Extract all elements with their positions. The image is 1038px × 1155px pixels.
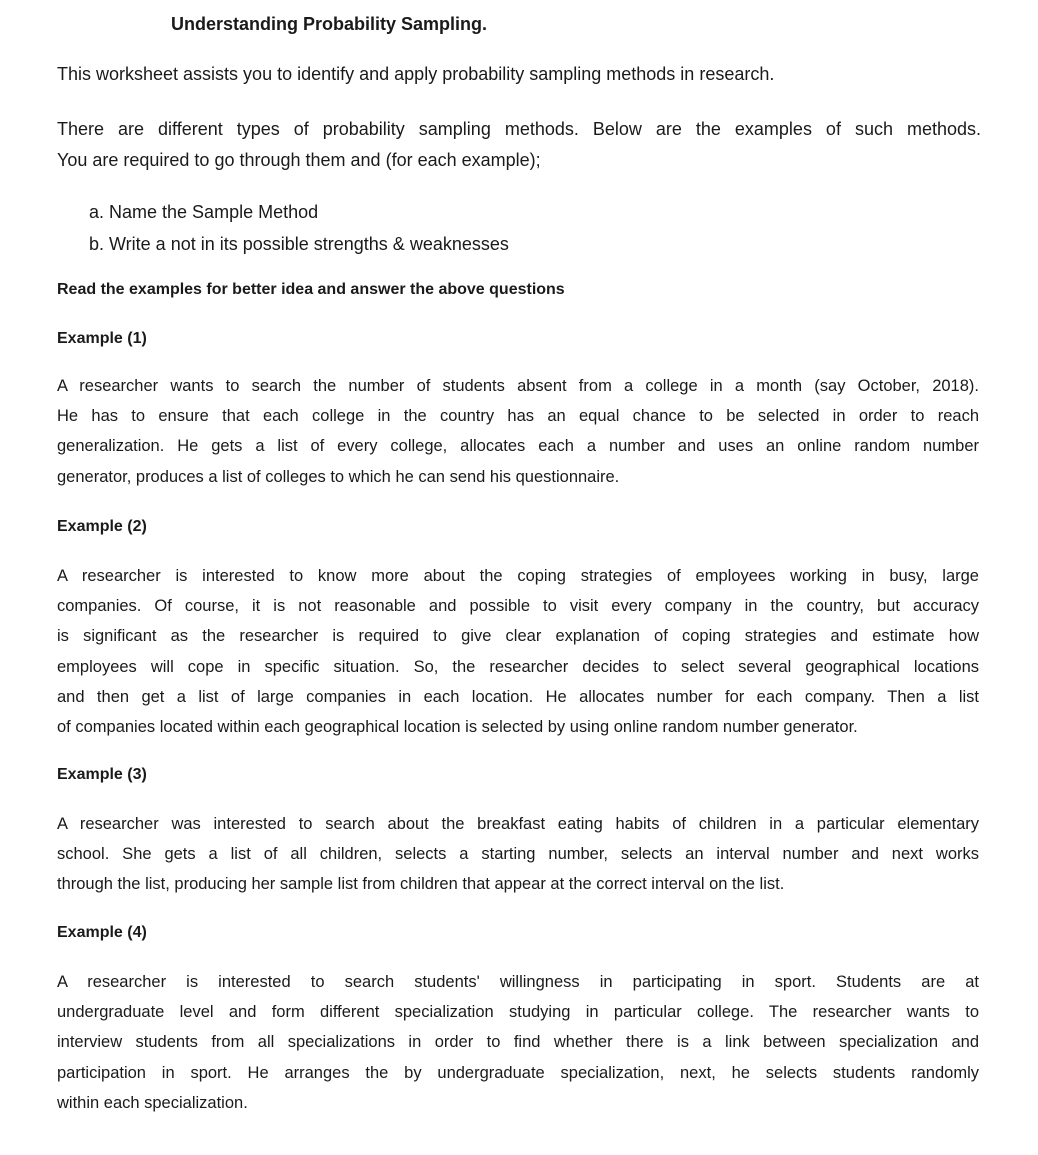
- example-heading: Example (1): [57, 330, 147, 347]
- example-line: school. She gets a list of all children, selects a starting number, selects an interval number and next works: [57, 845, 979, 864]
- example-body: [57, 967, 979, 1118]
- example-line: A researcher is interested to know more about the coping strategies of employees working in busy, large: [57, 567, 979, 585]
- example-line: A researcher wants to search the number of students absent from a college in a month (say October, 2018).: [57, 377, 979, 395]
- example-line: A researcher was interested to search about the breakfast eating habits of children in a particular elementary: [57, 815, 979, 833]
- instructions-line: There are different types of probability sampling methods. Below are the examples of such methods.: [57, 119, 981, 139]
- example-line: participation in sport. He arranges the by undergraduate specialization, next, he selects students randomly: [57, 1063, 979, 1082]
- example-line: of companies located within each geographical location is selected by using online random number generator.: [57, 718, 858, 737]
- example-line: through the list, producing her sample list from children that appear at the correct interval on the list.: [57, 875, 785, 894]
- example-line: within each specialization.: [57, 1093, 248, 1112]
- example-line: generalization. He gets a list of every college, allocates each a number and uses an online random number: [57, 437, 979, 456]
- intro-paragraph: This worksheet assists you to identify and apply probability sampling methods in research.: [57, 64, 775, 84]
- instructions-line: You are required to go through them and (for each example);: [57, 150, 541, 170]
- instructions-paragraph: [57, 114, 981, 176]
- example-line: He has to ensure that each college in the country has an equal chance to be selected in order to reach: [57, 407, 979, 426]
- example-line: is significant as the researcher is required to give clear explanation of coping strategies and estimate how: [57, 627, 979, 646]
- example-line: interview students from all specializations in order to find whether there is a link between specialization and: [57, 1033, 979, 1052]
- example-body: [57, 561, 979, 742]
- example-line: A researcher is interested to search students' willingness in participating in sport. Students are at: [57, 973, 979, 991]
- task-list: [89, 196, 509, 260]
- example-line: generator, produces a list of colleges to which he can send his questionnaire.: [57, 467, 620, 486]
- example-line: undergraduate level and form different specialization studying in particular college. The researcher wants to: [57, 1003, 979, 1022]
- example-heading: Example (3): [57, 766, 147, 783]
- example-body: [57, 809, 979, 900]
- example-line: employees will cope in specific situation. So, the researcher decides to select several geographical locations: [57, 657, 979, 676]
- example-line: companies. Of course, it is not reasonable and possible to visit every company in the country, but accuracy: [57, 597, 979, 616]
- task-item: b. Write a not in its possible strengths & weaknesses: [89, 234, 509, 254]
- example-body: [57, 371, 979, 492]
- example-line: and then get a list of large companies in each location. He allocates number for each company. Then a list: [57, 687, 979, 706]
- example-heading: Example (4): [57, 924, 147, 941]
- example-heading: Example (2): [57, 518, 147, 535]
- read-instruction: Read the examples for better idea and answer the above questions: [57, 281, 565, 298]
- task-item: a. Name the Sample Method: [89, 202, 319, 222]
- page-title: Understanding Probability Sampling.: [171, 14, 488, 34]
